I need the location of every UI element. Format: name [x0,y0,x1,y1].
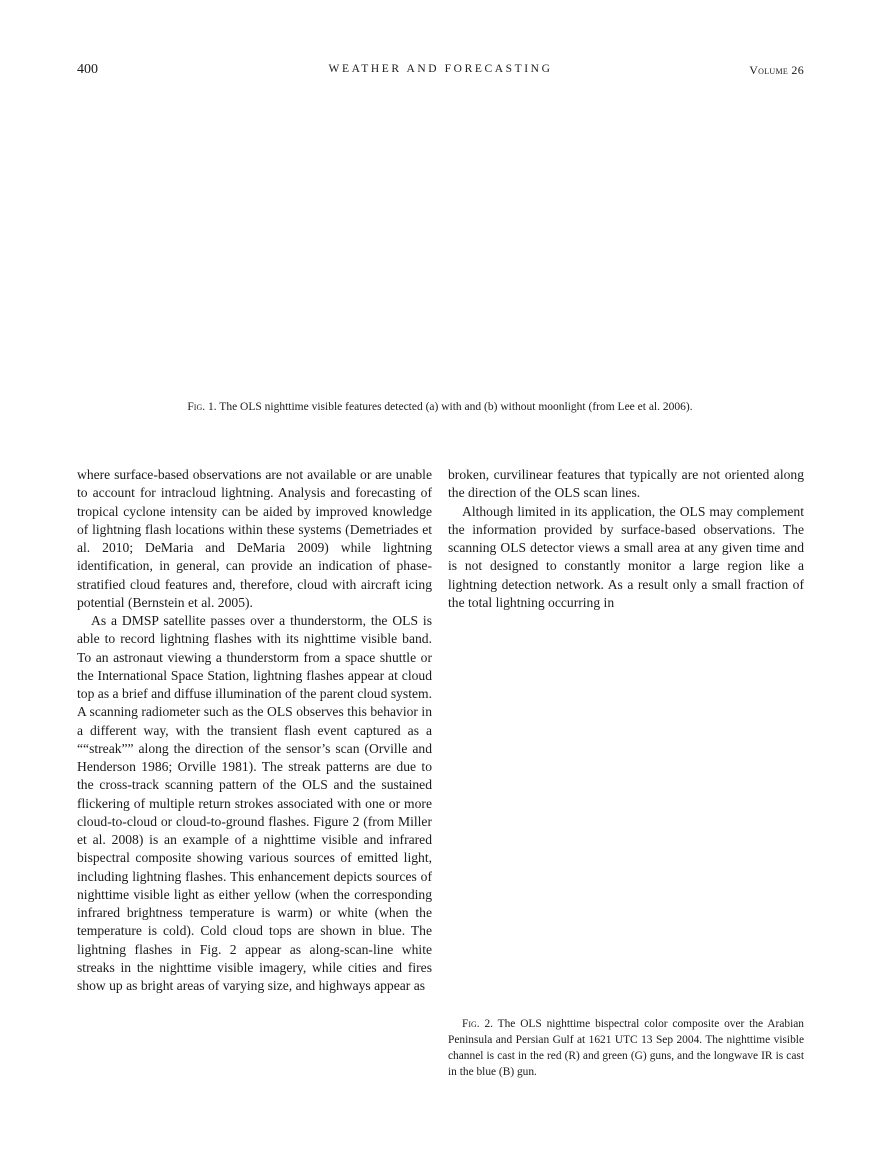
left-paragraph-2: As a DMSP satellite passes over a thunderstorm, the OLS is able to record lightning flashes with its nighttime visible band. To an astronaut viewing a thunderstorm from a space shuttle or the International Space Station, lightning flashes appear at cloud top as a brief and diffuse illumination of the parent cloud system. A scanning radiometer such as the OLS observes this behavior in a different way, with the transient flash event captured as a ““streak”” along the direction of the sensor’s scan (Orville and Henderson 1986; Orville 1981). The streak patterns are due to the cross-track scanning pattern of the OLS and the sustained flickering of multiple return strokes associated with one or more cloud-to-cloud or cloud-to-ground flashes. Figure 2 (from Miller et al. 2008) is an example of a nighttime visible and infrared bispectral composite showing various sources of emitted light, including lightning flashes. This enhancement depicts sources of nighttime visible light as either yellow (when the corresponding infrared brightness temperature is warm) or white (when the temperature is cold). Cold cloud tops are shown in blue. The lightning flashes in Fig. 2 appear as along-scan-line white streaks in the nighttime visible imagery, while cities and fires show up as bright areas of varying size, and highways appear as [77,613,432,993]
figure-1-caption-text: The OLS nighttime visible features detected (a) with and (b) without moonlight (from Lee et al. 2006). [219,401,693,413]
figure-1-label: Fig. 1. [187,401,217,413]
journal-title: WEATHER AND FORECASTING [328,63,553,75]
figure-2-label: Fig. 2. [462,1018,494,1030]
figure-2-caption [448,1016,804,1080]
left-paragraph-1: where surface-based observations are not available or are unable to account for intracloud lightning. Analysis and forecasting of tropical cyclone intensity can be aided by improved knowledge of lightning flash locations within these systems (Demetriades et al. 2010; DeMaria and DeMaria 2009) while lightning identification, in general, can provide an indication of phase-stratified cloud features and, therefore, cloud with aircraft icing potential (Bernstein et al. 2005). [77,467,432,610]
right-column [448,466,804,612]
right-paragraph-1: broken, curvilinear features that typically are not oriented along the direction of the OLS scan lines. [448,467,804,501]
left-column [77,466,432,995]
page-header [77,62,804,80]
right-paragraph-2: Although limited in its application, the OLS may complement the information provided by surface-based observations. The scanning OLS detector views a small area at any given time and is not designed to constantly monitor a large region like a lightning detection network. As a result only a small fraction of the total lightning occurring in [448,503,804,610]
figure-1-image [77,100,804,390]
figure-2-caption-text: The OLS nighttime bispectral color composite over the Arabian Peninsula and Persian Gulf at 1621 UTC 13 Sep 2004. The nighttime visible channel is cast in the red (R) and green (G) guns, and the longwave IR is cast in the blue (B) gun. [448,1018,804,1078]
volume-label: Volume 26 [749,63,804,77]
page-number: 400 [77,62,98,77]
figure-1-caption [160,399,720,415]
figure-2-image [448,640,804,1010]
